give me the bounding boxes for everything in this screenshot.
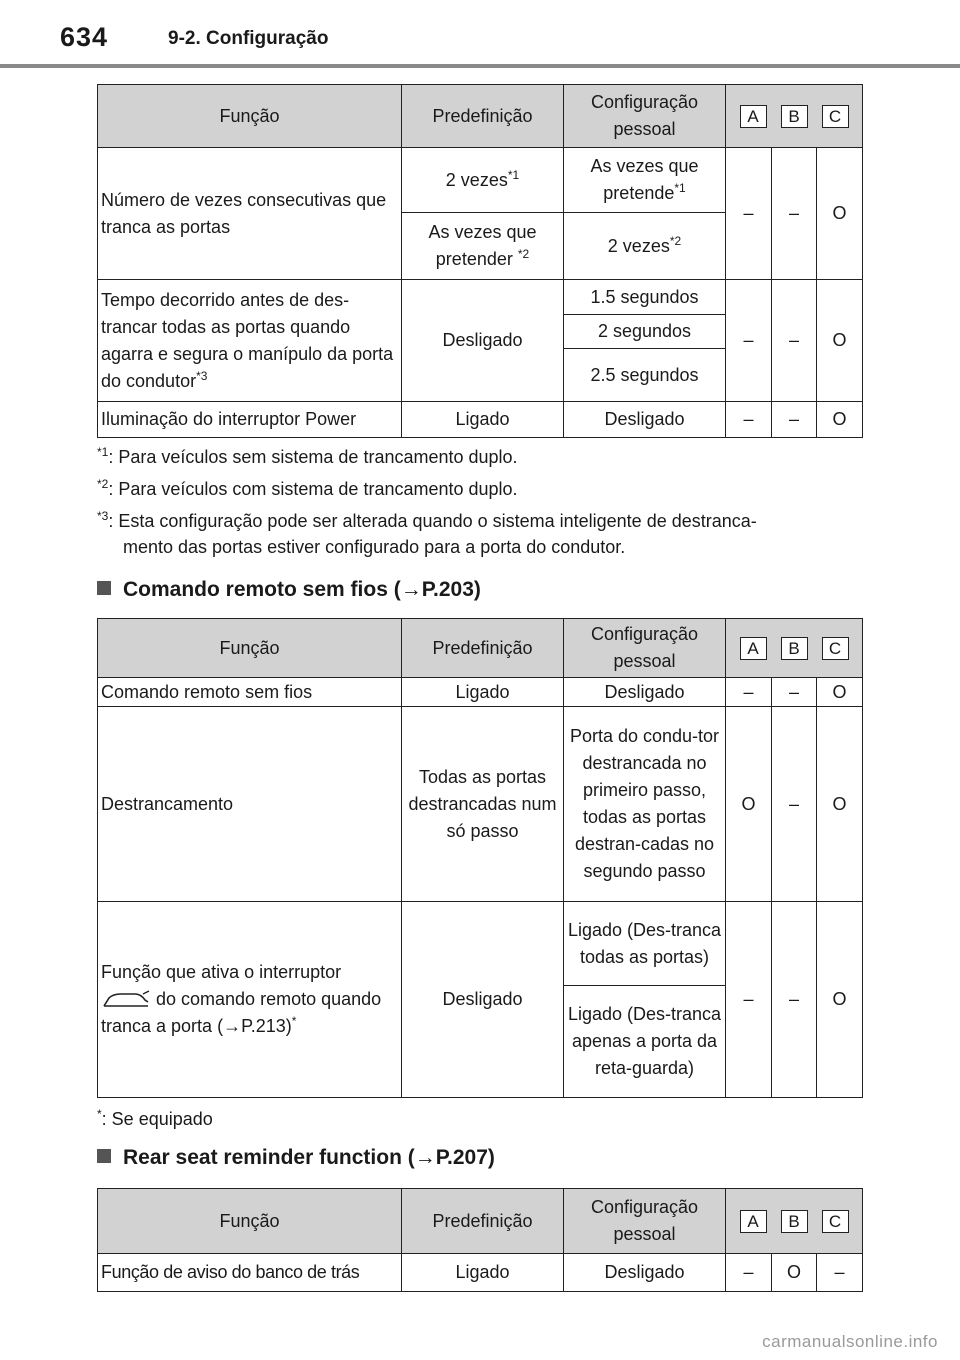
- col-abc: [726, 1189, 863, 1254]
- row-setting: Desligado: [564, 678, 726, 707]
- row-b: –: [772, 402, 817, 438]
- row-function: Número de vezes consecutivas que tranca as portas: [98, 148, 402, 280]
- row-default: Todas as portas destrancadas num só passo: [402, 707, 564, 902]
- row-setting: 2 vezes$^{*2}$: [564, 213, 726, 280]
- footnote-equipped: *: Se equipado: [97, 1107, 213, 1129]
- row-a: –: [726, 402, 772, 438]
- row-setting: Ligado (Des-tranca todas as portas): [564, 902, 726, 986]
- row-function: Função de aviso do banco de trás: [98, 1254, 402, 1292]
- row-b: –: [772, 902, 817, 1098]
- col-b: B: [781, 637, 808, 660]
- table-row: [98, 707, 863, 902]
- row-default: Desligado: [402, 280, 564, 402]
- table-row: [98, 148, 863, 213]
- row-default: Ligado: [402, 1254, 564, 1292]
- settings-table-3: [97, 1188, 863, 1292]
- table-row: [98, 280, 863, 315]
- footnote: $^{*2}$: Para veículos com sistema de trancamento duplo.: [97, 477, 518, 499]
- section-title: 9-2. Configuração: [168, 28, 329, 49]
- col-config: Configuração pessoal: [564, 619, 726, 678]
- page-number: 634: [60, 22, 109, 52]
- row-c: O: [817, 280, 863, 402]
- row-setting: 2.5 segundos: [564, 349, 726, 402]
- row-default: Ligado: [402, 402, 564, 438]
- section-heading-remote: Comando remoto sem fios (→P.203): [97, 578, 481, 602]
- col-c: C: [822, 105, 849, 128]
- row-function: Função que ativa o interruptor do comando remoto quando tranca a porta (→P.213)*: [98, 902, 402, 1098]
- row-function: Iluminação do interruptor Power: [98, 402, 402, 438]
- row-c: O: [817, 148, 863, 280]
- row-setting: Desligado: [564, 1254, 726, 1292]
- section-heading-rear-seat: Rear seat reminder function (→P.207): [97, 1146, 495, 1170]
- row-setting: Ligado (Des-tranca apenas a porta da reta-guarda): [564, 986, 726, 1098]
- row-setting: Desligado: [564, 402, 726, 438]
- row-default: As vezes que pretender $^{*2}$: [402, 213, 564, 280]
- row-a: –: [726, 902, 772, 1098]
- col-b: B: [781, 105, 808, 128]
- watermark: carmanualsonline.info: [762, 1332, 938, 1351]
- col-a: A: [740, 637, 767, 660]
- col-a: A: [740, 105, 767, 128]
- footnotes-1: [97, 444, 757, 560]
- table-row: [98, 902, 863, 986]
- settings-table-2: [97, 618, 863, 1098]
- row-setting: As vezes que pretende$^{*1}$: [564, 148, 726, 213]
- footnote: $^{*1}$: Para veículos sem sistema de trancamento duplo.: [97, 445, 518, 467]
- row-c: O: [817, 402, 863, 438]
- square-bullet-icon: [97, 581, 111, 595]
- trunk-open-icon: [101, 990, 151, 1010]
- col-abc: [726, 85, 863, 148]
- settings-table-1: [97, 84, 863, 438]
- col-predefinicao: Predefinição: [402, 1189, 564, 1254]
- row-c: O: [817, 902, 863, 1098]
- row-function: Comando remoto sem fios: [98, 678, 402, 707]
- table-row: [98, 678, 863, 707]
- row-b: –: [772, 148, 817, 280]
- table-row: [98, 402, 863, 438]
- row-a: –: [726, 1254, 772, 1292]
- col-funcao: Função: [98, 1189, 402, 1254]
- row-setting: Porta do condu-tor destrancada no primeiro passo, todas as portas destran-cadas no segundo passo: [564, 707, 726, 902]
- col-predefinicao: Predefinição: [402, 619, 564, 678]
- col-c: C: [822, 637, 849, 660]
- header-rule: [0, 64, 960, 68]
- row-c: O: [817, 678, 863, 707]
- row-c: O: [817, 707, 863, 902]
- col-c: C: [822, 1210, 849, 1233]
- col-abc: [726, 619, 863, 678]
- row-function: Tempo decorrido antes de des-trancar todas as portas quando agarra e segura o manípulo da porta do condutor$^{*3}$: [98, 280, 402, 402]
- row-a: –: [726, 280, 772, 402]
- row-setting: 1.5 segundos: [564, 280, 726, 315]
- col-config: Configuração pessoal: [564, 85, 726, 148]
- row-default: Desligado: [402, 902, 564, 1098]
- row-default: 2 vezes$^{*1}$: [402, 148, 564, 213]
- row-b: –: [772, 280, 817, 402]
- col-b: B: [781, 1210, 808, 1233]
- row-b: –: [772, 707, 817, 902]
- col-a: A: [740, 1210, 767, 1233]
- col-config: Configuração pessoal: [564, 1189, 726, 1254]
- row-c: –: [817, 1254, 863, 1292]
- page-header: [0, 0, 960, 70]
- col-funcao: Função: [98, 619, 402, 678]
- row-b: O: [772, 1254, 817, 1292]
- row-function: Destrancamento: [98, 707, 402, 902]
- col-funcao: Função: [98, 85, 402, 148]
- row-a: O: [726, 707, 772, 902]
- table-header-row: [98, 1189, 863, 1254]
- row-b: –: [772, 678, 817, 707]
- footnote: $^{*3}$: Esta configuração pode ser alterada quando o sistema inteligente de destranca- mento das portas estiver configurado para a porta do condutor.: [97, 509, 757, 557]
- row-setting: 2 segundos: [564, 315, 726, 349]
- square-bullet-icon: [97, 1149, 111, 1163]
- row-a: –: [726, 678, 772, 707]
- row-default: Ligado: [402, 678, 564, 707]
- col-predefinicao: Predefinição: [402, 85, 564, 148]
- table-header-row: [98, 85, 863, 148]
- table-header-row: [98, 619, 863, 678]
- table-row: [98, 1254, 863, 1292]
- row-a: –: [726, 148, 772, 280]
